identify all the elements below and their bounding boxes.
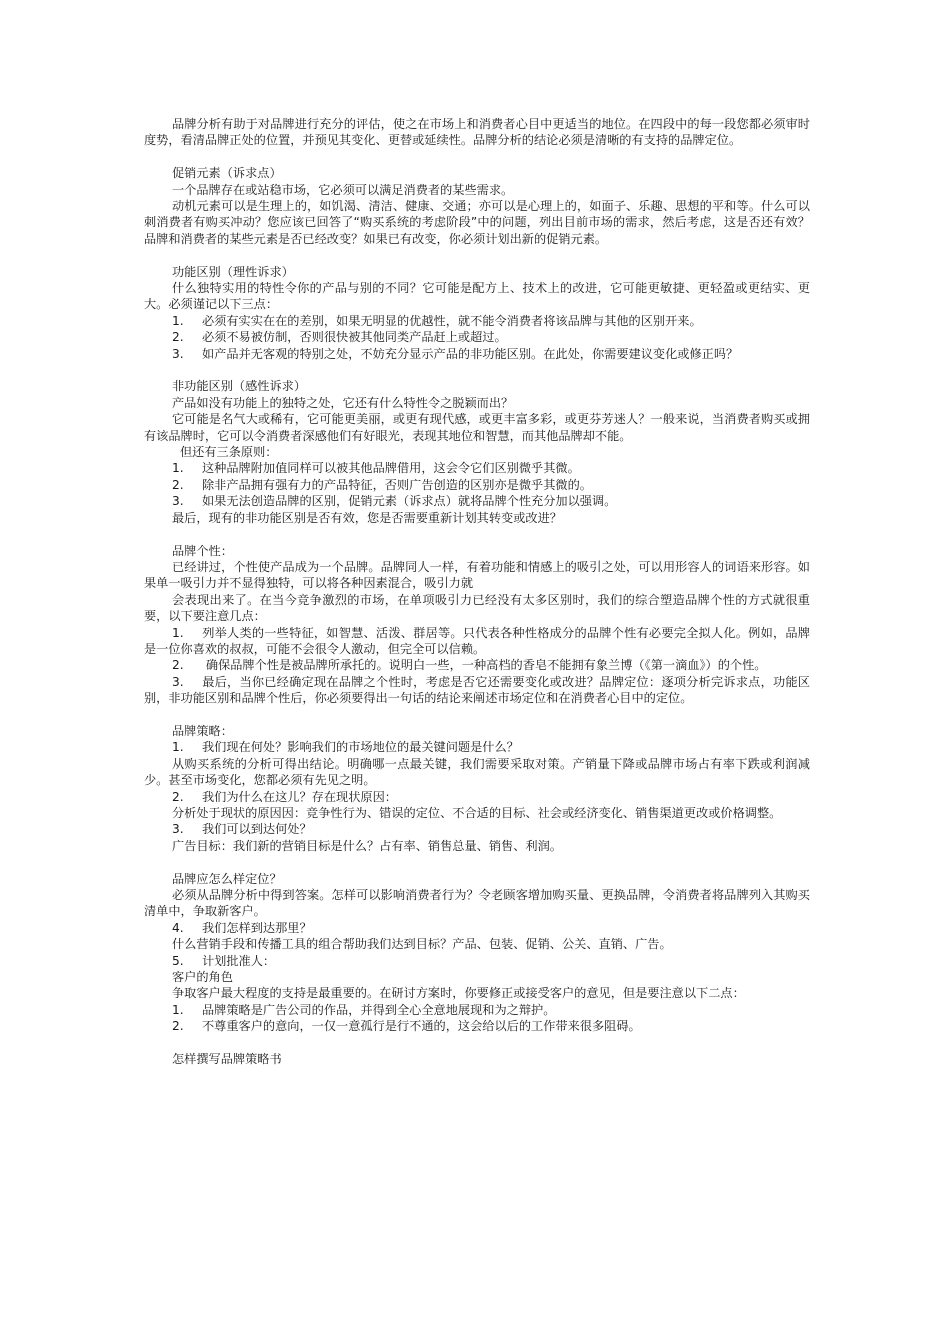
paragraph: 产品如没有功能上的独特之处，它还有什么特性令之脱颖而出？ (172, 395, 514, 410)
section-heading: 品牌应怎么样定位？ (172, 871, 282, 886)
paragraph: 从购买系统的分析可得出结论。明确哪一点最关键，我们需要采取对策。产销量下降或品牌市场占有率下跌或利润减少。甚至市场变化，您都必须有先见之明。 (144, 756, 810, 788)
section-heading: 非功能区别（感性诉求） (172, 379, 307, 394)
section-heading: 功能区别（理性诉求） (172, 264, 294, 279)
item-number: 2. (172, 1019, 184, 1034)
item-text: 我们可以到达何处？ (202, 822, 312, 837)
numbered-item (144, 739, 810, 755)
numbered-item (144, 1002, 810, 1018)
item-number: 2. (172, 330, 184, 345)
item-number: 3. (172, 494, 184, 509)
item-text: 我们怎样到达那里？ (202, 920, 312, 935)
item-number: 1. (172, 625, 184, 640)
paragraph: 会表现出来了。在当今竞争激烈的市场，在单项吸引力已经没有太多区别时，我们的综合塑造品牌个性的方式就很重要，以下要注意几点： (144, 592, 810, 624)
numbered-item (144, 920, 810, 936)
numbered-item (144, 329, 810, 345)
item-number: 2. (172, 789, 184, 804)
paragraph: 争取客户最大程度的支持是最重要的。在研讨方案时，你要修正或接受客户的意见，但是要注意以下二点： (172, 986, 745, 1001)
item-number: 2. (172, 658, 184, 673)
blank-line (144, 247, 810, 263)
section-heading: 品牌策略： (172, 723, 233, 738)
numbered-item (144, 953, 810, 969)
paragraph: 但还有三条原则： (180, 445, 278, 460)
numbered-item (144, 477, 810, 493)
item-number: 1. (172, 461, 184, 476)
item-text: 品牌策略是广告公司的作品，并得到全心全意地展现和为之辩护。 (202, 1002, 556, 1017)
numbered-item (144, 789, 810, 805)
item-text: 必须不易被仿制，否则很快被其他同类产品赶上或超过。 (202, 330, 507, 345)
item-text: 这种品牌附加值同样可以被其他品牌借用，这会令它们区别微乎其微。 (202, 461, 580, 476)
paragraph: 已经讲过，个性使产品成为一个品牌。品牌同人一样，有着功能和情感上的吸引之处，可以用形容人的词语来形容。如果单一吸引力并不显得独特，可以将各种因素混合，吸引力就 (144, 559, 810, 591)
section-heading: 品牌个性： (172, 543, 233, 558)
item-text: 不尊重客户的意向，一仅一意孤行是行不通的，这会给以后的工作带来很多阻碍。 (202, 1019, 641, 1034)
item-number: 3. (172, 822, 184, 837)
paragraph: 品牌分析有助于对品牌进行充分的评估，使之在市场上和消费者心目中更适当的地位。在四段中的每一段您都必须审时度势，看清品牌正处的位置，并预见其变化、更替或延续性。品牌分析的结论必须是清晰的有支持的品牌定位。 (144, 117, 810, 148)
blank-line (144, 526, 810, 542)
blank-line (144, 362, 810, 378)
item-text: 如产品并无客观的特别之处，不妨充分显示产品的非功能区别。在此处，你需要建议变化或修正吗？ (202, 346, 739, 361)
numbered-item (144, 657, 810, 673)
item-number: 1. (172, 1002, 184, 1017)
document-page (144, 116, 810, 1067)
blank-line (144, 149, 810, 165)
paragraph: 分析处于现状的原因因：竞争性行为、错误的定位、不合适的目标、社会或经济变化、销售渠道更改或价格调整。 (172, 805, 782, 820)
item-text: 计划批准人： (202, 953, 276, 968)
numbered-item (144, 460, 810, 476)
numbered-item (144, 625, 810, 658)
paragraph: 一个品牌存在或站稳市场，它必须可以满足消费者的某些需求。 (172, 182, 514, 197)
item-text: 除非产品拥有强有力的产品特征，否则广告创造的区别亦是微乎其微的。 (202, 477, 592, 492)
item-text: 必须有实实在在的差别，如果无明显的优越性，就不能令消费者将该品牌与其他的区别开来。 (202, 313, 702, 328)
item-number: 3. (172, 674, 184, 689)
item-number: 1. (172, 313, 184, 328)
numbered-item (144, 313, 810, 329)
item-number: 2. (172, 477, 184, 492)
item-number: 5. (172, 953, 184, 968)
numbered-item (144, 1018, 810, 1034)
paragraph: 动机元素可以是生理上的，如饥渴、清洁、健康、交通；亦可以是心理上的，如面子、乐趣、思想的平和等。什么可以刺消费者有购买冲动？您应该已回答了“购买系统的考虑阶段”中的问题，列出目前市场的需求，然后考虑，这是否还有效？品牌和消费者的某些元素是否已经改变？如果已有改变，你必须计划出新的促销元素。 (144, 199, 810, 246)
paragraph: 什么独特实用的特性令你的产品与别的不同？它可能是配方上、技术上的改进，它可能更敏捷、更轻盈或更结实、更大。必须谨记以下三点： (144, 281, 810, 312)
item-text: 确保品牌个性是被品牌所承托的。说明白一些，一种高档的香皂不能拥有象兰博（《第一滴血》）的个性。 (202, 658, 767, 673)
item-text: 我们为什么在这儿？存在现状原因： (202, 789, 397, 804)
numbered-item (144, 674, 810, 707)
numbered-item (144, 346, 810, 362)
paragraph: 它可能是名气大或稀有，它可能更美丽，或更有现代感，或更丰富多彩，或更芬芳迷人？一般来说，当消费者购买或拥有该品牌时，它可以令消费者深感他们有好眼光，表现其地位和智慧，而其他品牌却不能。 (144, 412, 810, 443)
numbered-item (144, 821, 810, 837)
item-number: 4. (172, 920, 184, 935)
paragraph: 客户的角色 (172, 970, 233, 985)
paragraph: 什么营销手段和传播工具的组合帮助我们达到目标？产品、包装、促销、公关、直销、广告。 (172, 937, 672, 952)
item-text: 如果无法创造品牌的区别，促销元素（诉求点）就将品牌个性充分加以强调。 (202, 494, 617, 509)
item-text: 我们现在何处？影响我们的市场地位的最关键问题是什么？ (202, 740, 519, 755)
item-text: 列举人类的一些特征，如智慧、活泼、群居等。只代表各种性格成分的品牌个性有必要完全拟人化。例如，品牌是一位你喜欢的叔叔，可能不会很令人激动，但完全可以信赖。 (144, 625, 810, 656)
item-number: 1. (172, 740, 184, 755)
section-heading: 怎样撰写品牌策略书 (172, 1052, 282, 1067)
blank-line (144, 854, 810, 870)
section-heading: 促销元素（诉求点） (172, 166, 282, 181)
numbered-item (144, 493, 810, 509)
blank-line (144, 707, 810, 723)
paragraph: 广告目标：我们新的营销目标是什么？占有率、销售总量、销售、利润。 (172, 838, 562, 853)
item-number: 3. (172, 346, 184, 361)
paragraph: 必须从品牌分析中得到答案。怎样可以影响消费者行为？令老顾客增加购买量、更换品牌，令消费者将品牌列入其购买清单中，争取新客户。 (144, 888, 810, 919)
blank-line (144, 1035, 810, 1051)
paragraph: 最后，现有的非功能区别是否有效，您是否需要重新计划其转变或改进？ (172, 510, 562, 525)
item-text: 最后，当你已经确定现在品牌之个性时，考虑是否它还需要变化或改进？品牌定位：逐项分析完诉求点，功能区别，非功能区别和品牌个性后，你必须要得出一句话的结论来阐述市场定位和在消费者心目中的定位。 (144, 674, 810, 706)
